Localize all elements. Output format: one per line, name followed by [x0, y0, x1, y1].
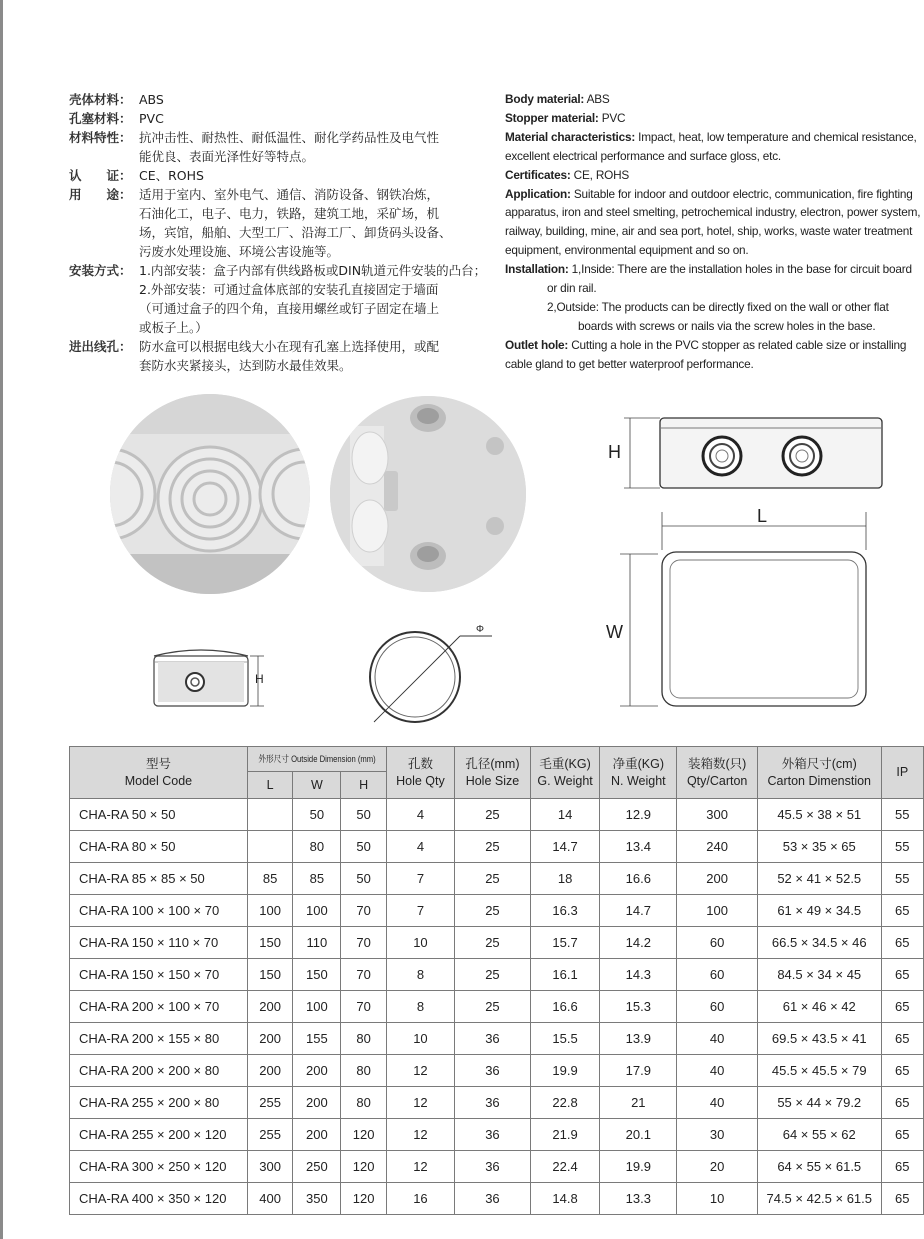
cell-l: 200 — [247, 991, 293, 1023]
en-spec-value: PVC — [598, 110, 626, 125]
col-model — [70, 747, 248, 799]
col-model-en: Model Code — [124, 773, 193, 788]
table-row — [70, 1023, 924, 1055]
cell-h: 70 — [341, 927, 387, 959]
interior-illustration — [330, 396, 526, 592]
cell-l: 100 — [247, 895, 293, 927]
cell-carton-dimension: 53 × 35 × 65 — [757, 831, 881, 863]
cell-net-weight: 21 — [600, 1087, 677, 1119]
cell-w: 150 — [293, 959, 341, 991]
cell-model: CHA-RA 255 × 200 × 80 — [70, 1087, 248, 1119]
cell-l: 200 — [247, 1055, 293, 1087]
col-gross-weight — [530, 747, 599, 799]
cell-qty-carton: 40 — [677, 1055, 758, 1087]
elevation-h-dim-label: H — [608, 442, 621, 462]
cell-l: 85 — [247, 863, 293, 895]
cell-ip: 65 — [881, 927, 923, 959]
cell-gross-weight: 16.6 — [530, 991, 599, 1023]
cell-qty-carton: 10 — [677, 1183, 758, 1215]
cell-ip: 65 — [881, 1023, 923, 1055]
col-holes-cn: 孔数 — [407, 756, 433, 771]
en-specs — [505, 90, 923, 374]
col-carton-dimension — [757, 747, 881, 799]
cell-h: 80 — [341, 1023, 387, 1055]
en-spec-characteristics — [505, 128, 923, 166]
cell-gross-weight: 14 — [530, 799, 599, 831]
en-spec-value: 2,Outside: The products can be directly fixed on the wall or other flat — [547, 299, 889, 314]
cell-model: CHA-RA 400 × 350 × 120 — [70, 1183, 248, 1215]
table-row — [70, 1119, 924, 1151]
side-elevation-drawing — [600, 410, 900, 500]
cell-holes: 10 — [386, 1023, 454, 1055]
en-spec-value: CE, ROHS — [570, 167, 630, 182]
cn-specs — [69, 90, 499, 375]
cell-model: CHA-RA 50 × 50 — [70, 799, 248, 831]
cell-gross-weight: 22.8 — [530, 1087, 599, 1119]
cell-qty-carton: 20 — [677, 1151, 758, 1183]
cell-net-weight: 20.1 — [600, 1119, 677, 1151]
cell-gross-weight: 21.9 — [530, 1119, 599, 1151]
cell-model: CHA-RA 300 × 250 × 120 — [70, 1151, 248, 1183]
col-carton-dimension-en: Carton Dimenstion — [767, 773, 871, 788]
cell-carton-dimension: 69.5 × 43.5 × 41 — [757, 1023, 881, 1055]
en-spec-certificates — [505, 166, 923, 185]
cn-spec-label: 安装方式： — [69, 263, 132, 278]
product-photo-interior — [330, 396, 526, 592]
en-spec-value: ABS — [584, 92, 610, 106]
product-photo-stoppers — [110, 394, 310, 594]
en-spec-value: 1,Inside: There are the installation holes in the base for circuit board — [568, 262, 912, 277]
cell-holes: 12 — [386, 1151, 454, 1183]
cell-model: CHA-RA 150 × 150 × 70 — [70, 959, 248, 991]
cell-net-weight: 13.9 — [600, 1023, 677, 1055]
spec-table — [69, 746, 924, 1215]
cell-holes: 12 — [386, 1119, 454, 1151]
cell-net-weight: 16.6 — [600, 863, 677, 895]
cell-ip: 65 — [881, 895, 923, 927]
cell-hole-size: 36 — [454, 1023, 530, 1055]
cell-net-weight: 15.3 — [600, 991, 677, 1023]
en-spec-stopper — [505, 109, 923, 128]
cell-w: 100 — [293, 991, 341, 1023]
cell-l: 200 — [247, 1023, 293, 1055]
cn-spec-label: 壳体材料： — [69, 92, 132, 107]
cell-carton-dimension: 84.5 × 34 × 45 — [757, 959, 881, 991]
cell-ip: 55 — [881, 799, 923, 831]
cell-w: 110 — [293, 927, 341, 959]
cell-w: 250 — [293, 1151, 341, 1183]
cell-model: CHA-RA 200 × 155 × 80 — [70, 1023, 248, 1055]
cell-holes: 10 — [386, 927, 454, 959]
cn-spec-value: 1.内部安装：盒子内部有供线路板或DIN轨道元件安装的凸台； 2.外部安装：可通过盒体底部的安装孔直接固定于墙面 （可通过盒子的四个角，直接用螺丝或钉子固定在墙上 或板子上。） — [139, 263, 487, 335]
cell-l: 150 — [247, 927, 293, 959]
cell-gross-weight: 16.3 — [530, 895, 599, 927]
cell-carton-dimension: 45.5 × 38 × 51 — [757, 799, 881, 831]
cell-w: 200 — [293, 1087, 341, 1119]
cell-w: 155 — [293, 1023, 341, 1055]
table-row — [70, 1055, 924, 1087]
cell-holes: 7 — [386, 895, 454, 927]
hole-phi-label: Φ — [476, 624, 484, 635]
cell-h: 70 — [341, 991, 387, 1023]
cell-holes: 4 — [386, 799, 454, 831]
en-spec-label: Stopper material: — [505, 110, 599, 125]
cell-hole-size: 25 — [454, 799, 530, 831]
cell-model: CHA-RA 100 × 100 × 70 — [70, 895, 248, 927]
small-h-dim-label: H — [255, 672, 264, 686]
en-spec-value: or din rail. — [547, 281, 597, 296]
cn-spec-label: 孔塞材料： — [69, 111, 132, 126]
stoppers-illustration — [110, 394, 310, 594]
cell-h: 120 — [341, 1183, 387, 1215]
cell-qty-carton: 60 — [677, 991, 758, 1023]
cell-hole-size: 25 — [454, 959, 530, 991]
en-spec-application — [505, 185, 923, 261]
table-row — [70, 991, 924, 1023]
cell-net-weight: 14.2 — [600, 927, 677, 959]
cell-carton-dimension: 74.5 × 42.5 × 61.5 — [757, 1183, 881, 1215]
col-gross-weight-en: G. Weight — [537, 773, 593, 788]
cell-net-weight: 13.3 — [600, 1183, 677, 1215]
cn-spec-value: CE、ROHS — [139, 168, 204, 183]
table-row — [70, 863, 924, 895]
cn-spec-row — [69, 109, 499, 128]
en-spec-value: Cutting a hole in the PVC stopper as related cable size or installing cable gland to get better waterproof performance. — [505, 337, 907, 371]
cell-qty-carton: 30 — [677, 1119, 758, 1151]
cn-spec-label: 材料特性： — [69, 130, 132, 145]
cn-spec-row — [69, 90, 499, 109]
cell-ip: 65 — [881, 1055, 923, 1087]
cell-model: CHA-RA 200 × 200 × 80 — [70, 1055, 248, 1087]
en-spec-label: Installation: — [505, 262, 569, 277]
col-holes-en: Hole Qty — [396, 773, 445, 788]
cell-holes: 16 — [386, 1183, 454, 1215]
cell-w: 200 — [293, 1055, 341, 1087]
cell-l: 400 — [247, 1183, 293, 1215]
cell-qty-carton: 300 — [677, 799, 758, 831]
cn-spec-row — [69, 166, 499, 185]
cell-qty-carton: 60 — [677, 927, 758, 959]
cell-hole-size: 25 — [454, 863, 530, 895]
cell-w: 350 — [293, 1183, 341, 1215]
cell-ip: 65 — [881, 1183, 923, 1215]
col-model-cn: 型号 — [145, 756, 171, 771]
col-hole-size-en: Hole Size — [465, 773, 520, 788]
col-holes — [386, 747, 454, 799]
cell-h: 120 — [341, 1151, 387, 1183]
cell-gross-weight: 16.1 — [530, 959, 599, 991]
cell-net-weight: 14.7 — [600, 895, 677, 927]
cell-net-weight: 17.9 — [600, 1055, 677, 1087]
col-hole-size-cn: 孔径(mm) — [465, 756, 520, 771]
cell-carton-dimension: 66.5 × 34.5 × 46 — [757, 927, 881, 959]
cell-carton-dimension: 45.5 × 45.5 × 79 — [757, 1055, 881, 1087]
cell-qty-carton: 40 — [677, 1023, 758, 1055]
cell-w: 85 — [293, 863, 341, 895]
cell-ip: 65 — [881, 959, 923, 991]
plan-w-dim-label: W — [606, 622, 623, 642]
table-row — [70, 959, 924, 991]
cell-gross-weight: 19.9 — [530, 1055, 599, 1087]
page-edge-rule — [0, 0, 3, 1239]
cell-holes: 12 — [386, 1087, 454, 1119]
cn-spec-value: ABS — [139, 92, 164, 107]
cell-net-weight: 12.9 — [600, 799, 677, 831]
col-l: L — [247, 772, 293, 799]
cell-h: 50 — [341, 863, 387, 895]
cell-h: 50 — [341, 799, 387, 831]
cell-holes: 7 — [386, 863, 454, 895]
cell-qty-carton: 60 — [677, 959, 758, 991]
cell-hole-size: 36 — [454, 1119, 530, 1151]
en-spec-installation — [505, 260, 923, 336]
cn-spec-value: 适用于室内、室外电气、通信、消防设备、钢铁冶炼， 石油化工，电子、电力，铁路，建筑工地，采矿场，机 场，宾馆，船舶、大型工厂、沿海工厂、卸货码头设备、 污废水处理设施、环境公害设施等。 — [139, 187, 452, 259]
cell-hole-size: 25 — [454, 895, 530, 927]
cell-w: 200 — [293, 1119, 341, 1151]
cn-spec-label: 进出线孔： — [69, 339, 132, 354]
cell-h: 50 — [341, 831, 387, 863]
col-qty-carton-en: Qty/Carton — [686, 773, 748, 788]
cell-hole-size: 36 — [454, 1055, 530, 1087]
cell-gross-weight: 14.7 — [530, 831, 599, 863]
en-spec-label: Material characteristics: — [505, 129, 636, 144]
cell-w: 100 — [293, 895, 341, 927]
cell-net-weight: 13.4 — [600, 831, 677, 863]
en-spec-label: Outlet hole: — [505, 337, 569, 352]
cell-qty-carton: 100 — [677, 895, 758, 927]
cell-ip: 65 — [881, 1119, 923, 1151]
cell-l: 150 — [247, 959, 293, 991]
cell-carton-dimension: 61 × 46 × 42 — [757, 991, 881, 1023]
cell-carton-dimension: 55 × 44 × 79.2 — [757, 1087, 881, 1119]
cell-model: CHA-RA 255 × 200 × 120 — [70, 1119, 248, 1151]
cn-spec-row — [69, 185, 499, 261]
cell-l — [247, 831, 293, 863]
table-row — [70, 1151, 924, 1183]
cn-spec-label: 认 证： — [69, 168, 132, 183]
cell-gross-weight: 22.4 — [530, 1151, 599, 1183]
cell-l: 255 — [247, 1087, 293, 1119]
cell-carton-dimension: 61 × 49 × 34.5 — [757, 895, 881, 927]
cell-holes: 8 — [386, 991, 454, 1023]
cell-hole-size: 36 — [454, 1183, 530, 1215]
cell-ip: 65 — [881, 991, 923, 1023]
cell-l — [247, 799, 293, 831]
cell-qty-carton: 240 — [677, 831, 758, 863]
cell-model: CHA-RA 80 × 50 — [70, 831, 248, 863]
cell-net-weight: 14.3 — [600, 959, 677, 991]
hole-diameter-drawing — [360, 622, 500, 732]
cell-h: 70 — [341, 895, 387, 927]
cell-gross-weight: 15.7 — [530, 927, 599, 959]
cell-w: 80 — [293, 831, 341, 863]
col-outside-dimension — [247, 747, 386, 772]
en-spec-value: Impact, heat, low temperature and chemical resistance, excellent electrical performance and surface gloss, etc. — [505, 129, 917, 163]
col-ip: IP — [881, 747, 923, 799]
cell-hole-size: 25 — [454, 991, 530, 1023]
col-gross-weight-cn: 毛重(KG) — [539, 756, 591, 771]
en-spec-value: Suitable for indoor and outdoor electric, communication, fire fighting apparatus, iron and steel smelting, petrochemical industry, electron, power system, railway, building, mine, air and sea port, hotel, ship, works, waste water treatment equipment, environmental equipment and so on. — [505, 186, 921, 258]
en-spec-body — [505, 90, 923, 109]
cn-spec-row — [69, 337, 499, 375]
table-row — [70, 1087, 924, 1119]
col-hole-size — [454, 747, 530, 799]
en-spec-label: Body material: — [505, 92, 585, 106]
cell-ip: 65 — [881, 1087, 923, 1119]
cell-l: 255 — [247, 1119, 293, 1151]
cell-ip: 65 — [881, 1151, 923, 1183]
table-row — [70, 799, 924, 831]
col-carton-dimension-cn: 外箱尺寸(cm) — [781, 756, 857, 771]
cell-qty-carton: 40 — [677, 1087, 758, 1119]
cell-model: CHA-RA 150 × 110 × 70 — [70, 927, 248, 959]
cell-carton-dimension: 64 × 55 × 62 — [757, 1119, 881, 1151]
table-header-row — [70, 747, 924, 772]
col-net-weight — [600, 747, 677, 799]
cell-ip: 55 — [881, 863, 923, 895]
cell-model: CHA-RA 85 × 85 × 50 — [70, 863, 248, 895]
en-spec-label: Certificates: — [505, 167, 571, 182]
cn-spec-row — [69, 128, 499, 166]
cell-h: 70 — [341, 959, 387, 991]
cell-w: 50 — [293, 799, 341, 831]
table-row — [70, 831, 924, 863]
cn-spec-row — [69, 261, 499, 337]
table-row — [70, 895, 924, 927]
col-net-weight-en: N. Weight — [610, 773, 666, 788]
cell-hole-size: 25 — [454, 927, 530, 959]
plan-l-dim-label: L — [757, 506, 768, 526]
table-row — [70, 927, 924, 959]
cell-h: 80 — [341, 1055, 387, 1087]
table-body — [70, 799, 924, 1215]
cell-model: CHA-RA 200 × 100 × 70 — [70, 991, 248, 1023]
cell-qty-carton: 200 — [677, 863, 758, 895]
cell-holes: 4 — [386, 831, 454, 863]
table-row — [70, 1183, 924, 1215]
col-h: H — [341, 772, 387, 799]
cell-h: 80 — [341, 1087, 387, 1119]
col-qty-carton — [677, 747, 758, 799]
cell-hole-size: 36 — [454, 1151, 530, 1183]
cell-carton-dimension: 52 × 41 × 52.5 — [757, 863, 881, 895]
cell-gross-weight: 18 — [530, 863, 599, 895]
cell-hole-size: 25 — [454, 831, 530, 863]
cell-l: 300 — [247, 1151, 293, 1183]
cell-holes: 12 — [386, 1055, 454, 1087]
cn-spec-value: 防水盒可以根据电线大小在现有孔塞上选择使用，或配 套防水夹紧接头，达到防水最佳效果。 — [139, 339, 440, 373]
cell-carton-dimension: 64 × 55 × 61.5 — [757, 1151, 881, 1183]
col-net-weight-cn: 净重(KG) — [612, 756, 664, 771]
cell-ip: 55 — [881, 831, 923, 863]
col-outside-dimension-label: 外形尺寸 Outside Dimension (mm) — [258, 754, 376, 764]
cell-holes: 8 — [386, 959, 454, 991]
cell-h: 120 — [341, 1119, 387, 1151]
cell-hole-size: 36 — [454, 1087, 530, 1119]
col-qty-carton-cn: 装箱数(只) — [687, 756, 747, 771]
en-spec-label: Application: — [505, 186, 571, 201]
col-w: W — [293, 772, 341, 799]
cell-gross-weight: 15.5 — [530, 1023, 599, 1055]
cn-spec-value: 抗冲击性、耐热性、耐低温性、耐化学药品性及电气性 能优良、表面光泽性好等特点。 — [139, 130, 440, 164]
en-spec-outlet — [505, 336, 923, 374]
en-spec-value: boards with screws or nails via the screw holes in the base. — [578, 318, 876, 333]
cell-net-weight: 19.9 — [600, 1151, 677, 1183]
plan-view-drawing — [600, 510, 900, 720]
cell-gross-weight: 14.8 — [530, 1183, 599, 1215]
cn-spec-value: PVC — [139, 111, 164, 126]
cn-spec-label: 用 途： — [69, 187, 132, 202]
